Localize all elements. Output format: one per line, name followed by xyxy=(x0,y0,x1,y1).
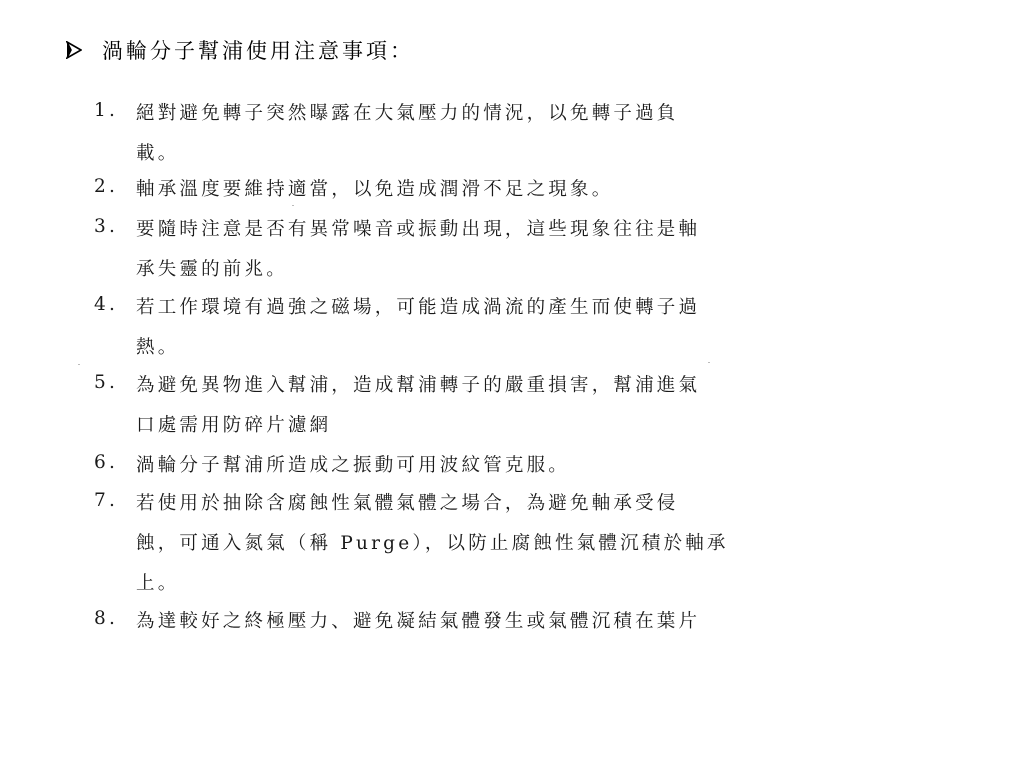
item-line: 為避免異物進入幫浦，造成幫浦轉子的嚴重損害，幫浦進氣 xyxy=(136,375,701,396)
item-number: 6. xyxy=(94,452,119,473)
item-number: 5. xyxy=(94,372,119,393)
item-number: 7. xyxy=(94,490,119,511)
scan-speck xyxy=(708,362,710,363)
item-line: 若工作環境有過強之磁場，可能造成渦流的產生而使轉子過 xyxy=(136,297,701,318)
item-line: 絕對避免轉子突然曝露在大氣壓力的情況，以免轉子過負 xyxy=(136,103,679,124)
arrow-bullet-icon xyxy=(66,41,82,59)
item-line: 若使用於抽除含腐蝕性氣體氣體之場合，為避免軸承受侵 xyxy=(136,493,679,514)
item-line: 熱。 xyxy=(136,337,180,358)
item-number: 3. xyxy=(94,216,119,237)
slide-title-row xyxy=(66,34,414,66)
item-number: 1. xyxy=(94,100,119,121)
slide-title: 渦輪分子幫浦使用注意事項： xyxy=(102,39,414,63)
item-line: 蝕，可通入氮氣（稱 Purge），以防止腐蝕性氣體沉積於軸承 xyxy=(136,533,729,554)
scan-speck xyxy=(78,364,80,365)
item-line: 承失靈的前兆。 xyxy=(136,259,288,280)
scan-speck xyxy=(292,205,294,206)
item-line: 上。 xyxy=(136,573,180,594)
item-number: 4. xyxy=(94,294,119,315)
item-line: 軸承溫度要維持適當，以免造成潤滑不足之現象。 xyxy=(136,179,614,200)
item-line: 渦輪分子幫浦所造成之振動可用波紋管克服。 xyxy=(136,455,571,476)
item-line: 要隨時注意是否有異常噪音或振動出現，這些現象往往是軸 xyxy=(136,219,701,240)
item-number: 8. xyxy=(94,608,119,629)
item-line: 口處需用防碎片濾網 xyxy=(136,415,332,436)
item-line: 為達較好之終極壓力、避免凝結氣體發生或氣體沉積在葉片 xyxy=(136,611,701,632)
item-line: 載。 xyxy=(136,143,180,164)
item-number: 2. xyxy=(94,176,119,197)
